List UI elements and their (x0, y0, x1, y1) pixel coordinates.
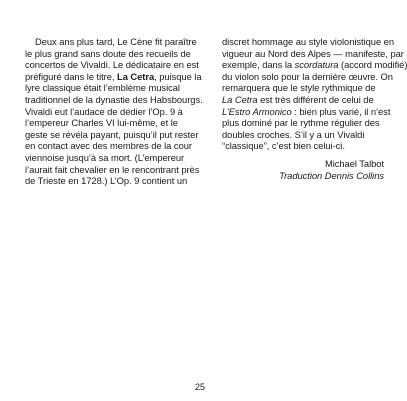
text-line: doubles croches. S’il y a un Vivaldi (222, 128, 365, 140)
text-line: l’empereur Charles VI lui-même, et le (25, 117, 178, 129)
text-line: viennoise jusqu’à sa mort. (L’empereur (25, 151, 185, 163)
text-line: l’aurait fait chevalier en le rencontrant près (25, 163, 200, 175)
signature-block (222, 158, 384, 181)
text-line: Deux ans plus tard, Le Cène fit paraître (35, 36, 197, 47)
italic-title: La Cetra (222, 93, 258, 105)
right-text-column (222, 36, 407, 181)
text-line: remarquera que le style rythmique de (222, 82, 376, 94)
text-line: en contact avec des membres de la cour (25, 140, 192, 152)
text-line: discret hommage au style violonistique en (222, 36, 395, 47)
text-line: lyre classique était l’emblème musical (25, 82, 180, 94)
text-line: Vivaldi eut l’audace de dédier l’Op. 9 à (25, 105, 183, 117)
italic-term: scordatura (294, 59, 339, 71)
text-line: le plus grand sans doute des recueils de (25, 47, 191, 59)
work-title-bold: La Cetra (117, 70, 155, 82)
author-name: Michael Talbot (324, 157, 384, 169)
italic-title: L’Estro Armonico (222, 105, 292, 117)
text-line: de Trieste en 1728.) L’Op. 9 contient un (25, 175, 188, 187)
text-line: La Cetra est très différent de celui de (222, 93, 374, 105)
text-line: “classique”, c’est bien celui-ci. (222, 140, 345, 152)
text-line: geste se révéla payant, puisqu’il put rester (25, 128, 199, 140)
text-line: L’Estro Armonico : bien plus varié, il n’est (222, 105, 391, 117)
text-line: du violon solo pour la dernière œuvre. On (222, 70, 393, 82)
text-line: exemple, dans la scordatura (accord modifié) (222, 59, 407, 71)
left-text-column (25, 36, 201, 187)
text-line: plus dominé par le rythme régulier des (222, 117, 380, 129)
translation-credit: Traduction Dennis Collins (279, 169, 384, 181)
text-line: vigueur au Nord des Alpes — manifeste, par (222, 47, 404, 59)
text-line: concertos de Vivaldi. Le dédicataire en est (25, 59, 199, 71)
page-number: 25 (194, 382, 205, 392)
text-line: préfiguré dans le titre, La Cetra, puisque la (25, 70, 202, 82)
text-line: traditionnel de la dynastie des Habsbourgs. (25, 93, 203, 105)
